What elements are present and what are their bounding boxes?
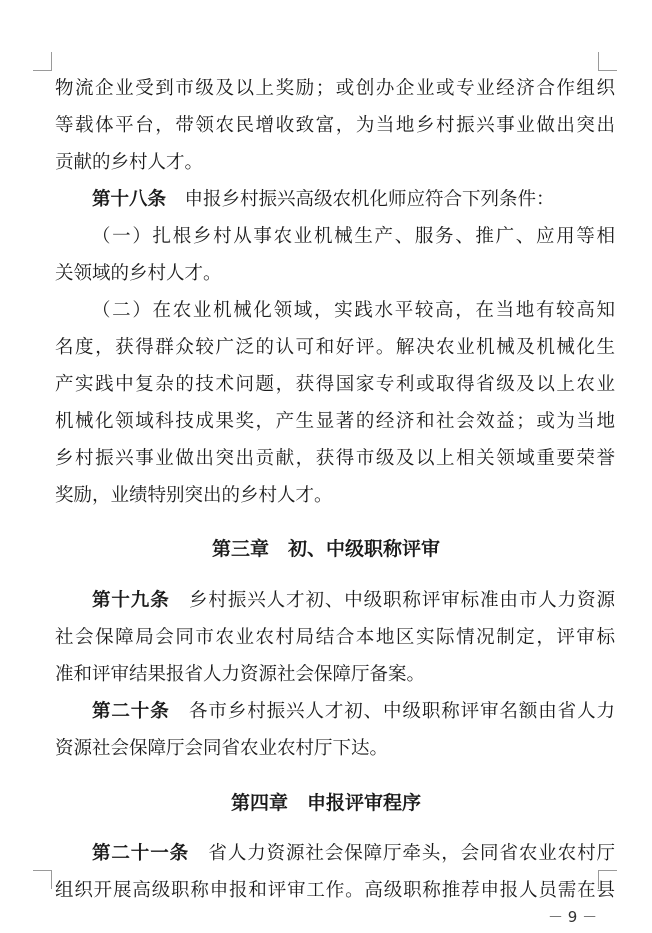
- text-line: 社会保障局会同市农业农村局结合本地区实际情况制定，评审标: [55, 627, 615, 648]
- crop-mark-top-right: [598, 52, 617, 71]
- text-line: 贡献的乡村人才。: [55, 152, 204, 173]
- text-line: （二）在农业机械化领域，实践水平较高，在当地有较高知: [92, 300, 615, 321]
- article-18: 第十八条 申报乡村振兴高级农机化师应符合下列条件：: [92, 189, 555, 210]
- crop-mark-bottom-left: [33, 870, 52, 889]
- article-number: 第十八条: [92, 189, 167, 210]
- article-number: 第二十一条: [92, 843, 190, 864]
- text-line: 组织开展高级职称申报和评审工作。高级职称推荐申报人员需在县: [55, 880, 615, 901]
- article-19: 第十九条 乡村振兴人才初、中级职称评审标准由市人力资源: [92, 590, 615, 611]
- text-line: 关领域的乡村人才。: [55, 263, 222, 284]
- text-line: 资源社会保障厅会同省农业农村厅下达。: [55, 738, 389, 759]
- text-line: 等载体平台，带领农民增收致富，为当地乡村振兴事业做出突出: [55, 115, 615, 136]
- text-line: （一）扎根乡村从事农业机械生产、服务、推广、应用等相: [92, 226, 615, 247]
- text-line: 乡村振兴事业做出突出贡献，获得市级及以上相关领域重要荣誉: [55, 448, 615, 469]
- article-number: 第二十条: [92, 701, 170, 722]
- text-line: 机械化领域科技成果奖，产生显著的经济和社会效益；或为当地: [55, 411, 615, 432]
- crop-mark-top-left: [33, 52, 52, 71]
- article-21: 第二十一条 省人力资源社会保障厅牵头，会同省农业农村厅: [92, 843, 615, 864]
- article-20: 第二十条 各市乡村振兴人才初、中级职称评审名额由省人力: [92, 701, 615, 722]
- chapter-heading-4: 第四章 申报评审程序: [230, 792, 421, 814]
- article-number: 第十九条: [92, 590, 170, 611]
- text-line: 物流企业受到市级及以上奖励；或创办企业或专业经济合作组织: [55, 78, 615, 99]
- chapter-heading-3: 第三章 初、中级职称评审: [211, 538, 440, 560]
- page-number: － 9 －: [548, 908, 598, 926]
- text-line: 奖励，业绩特别突出的乡村人才。: [55, 485, 333, 506]
- text-line: 名度，获得群众较广泛的认可和好评。解决农业机械及机械化生: [55, 337, 615, 358]
- text-line: 产实践中复杂的技术问题，获得国家专利或取得省级及以上农业: [55, 374, 615, 395]
- text-line: 准和评审结果报省人力资源社会保障厅备案。: [55, 664, 426, 685]
